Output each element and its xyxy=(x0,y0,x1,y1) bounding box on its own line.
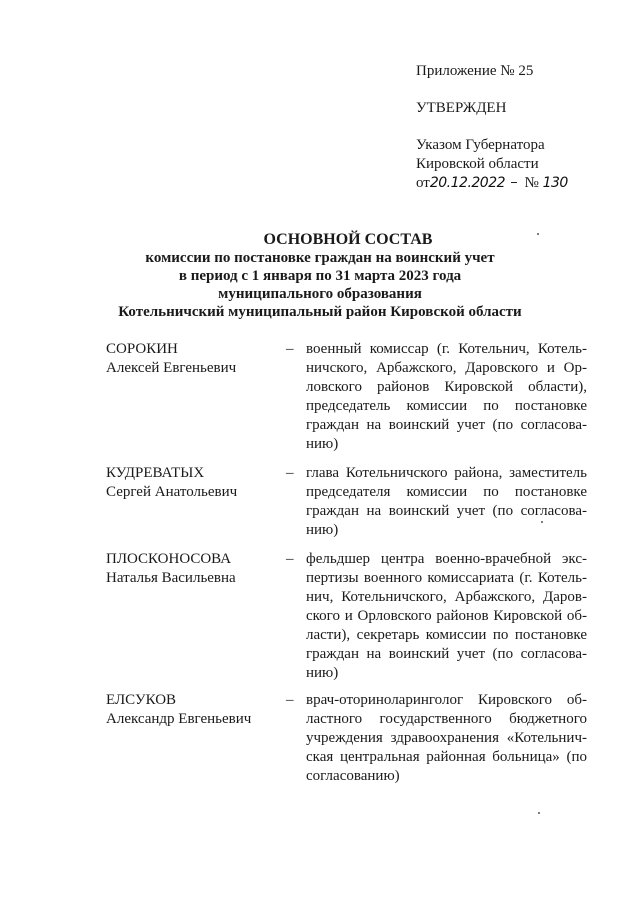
member-dash: – xyxy=(286,465,294,481)
member-role: врач-оториноларинголог Кировского областного государственного бюджетного учреждения здравоохранения «Котельничская центральная районная больница» (по согласованию) xyxy=(306,692,587,784)
member-name xyxy=(106,340,276,378)
member-given-name: Сергей Анатольевич xyxy=(106,484,238,500)
decree-line-2: Кировской области xyxy=(416,156,539,172)
number-prefix: № xyxy=(524,175,539,191)
handwritten-date: 20.12.2022 xyxy=(429,175,506,191)
handwritten-number: 130 xyxy=(542,175,568,191)
appendix-number: Приложение № 25 xyxy=(416,63,534,79)
title-line-5: Котельничский муниципальный район Кировской области xyxy=(118,304,522,320)
decree-date-number xyxy=(416,174,568,193)
member-name xyxy=(106,691,276,729)
member-dash: – xyxy=(286,692,294,708)
member-surname: ПЛОСКОНОСОВА xyxy=(106,551,232,567)
member-role: глава Котельничского района, заместитель председателя комиссии по постановке граждан на воинский учет (по согласованию) xyxy=(306,465,587,538)
member-surname: КУДРЕВАТЫХ xyxy=(106,465,205,481)
from-prefix: от xyxy=(416,175,430,191)
member-given-name: Наталья Васильевна xyxy=(106,570,236,586)
member-given-name: Александр Евгеньевич xyxy=(106,711,252,727)
member-given-name: Алексей Евгеньевич xyxy=(106,360,237,376)
approved-stamp-text: УТВЕРЖДЕН xyxy=(416,100,507,116)
member-name xyxy=(106,550,276,588)
document-title xyxy=(0,231,640,321)
scan-speck xyxy=(538,812,540,814)
title-line-2: комиссии по постановке граждан на воинский учет xyxy=(145,250,495,266)
title-line-3: в период с 1 января по 31 марта 2023 года xyxy=(178,268,462,284)
member-role: фельдшер центра военно-врачебной экспертизы военного комиссариата (г. Котельнич, Котельничского, Арбажского, Даровского и Орловского районов Кировской области), секретарь комиссии по постановке граждан на воинский учет (по согласованию) xyxy=(306,551,587,681)
scan-speck xyxy=(537,233,539,235)
member-surname: СОРОКИН xyxy=(106,341,178,357)
approval-block xyxy=(416,62,568,193)
member-dash: – xyxy=(286,341,294,357)
title-main: ОСНОВНОЙ СОСТАВ xyxy=(263,231,433,248)
title-line-4: муниципального образования xyxy=(218,286,422,302)
decree-line-1: Указом Губернатора xyxy=(416,137,545,153)
member-surname: ЕЛСУКОВ xyxy=(106,692,177,708)
member-name xyxy=(106,464,276,502)
scan-speck xyxy=(541,521,543,523)
member-dash: – xyxy=(286,551,294,567)
member-role: военный комиссар (г. Котельнич, Котельничского, Арбажского, Даровского и Орловского районов Кировской области), председатель комиссии по постановке граждан на воинский учет (по согласованию) xyxy=(306,341,587,452)
